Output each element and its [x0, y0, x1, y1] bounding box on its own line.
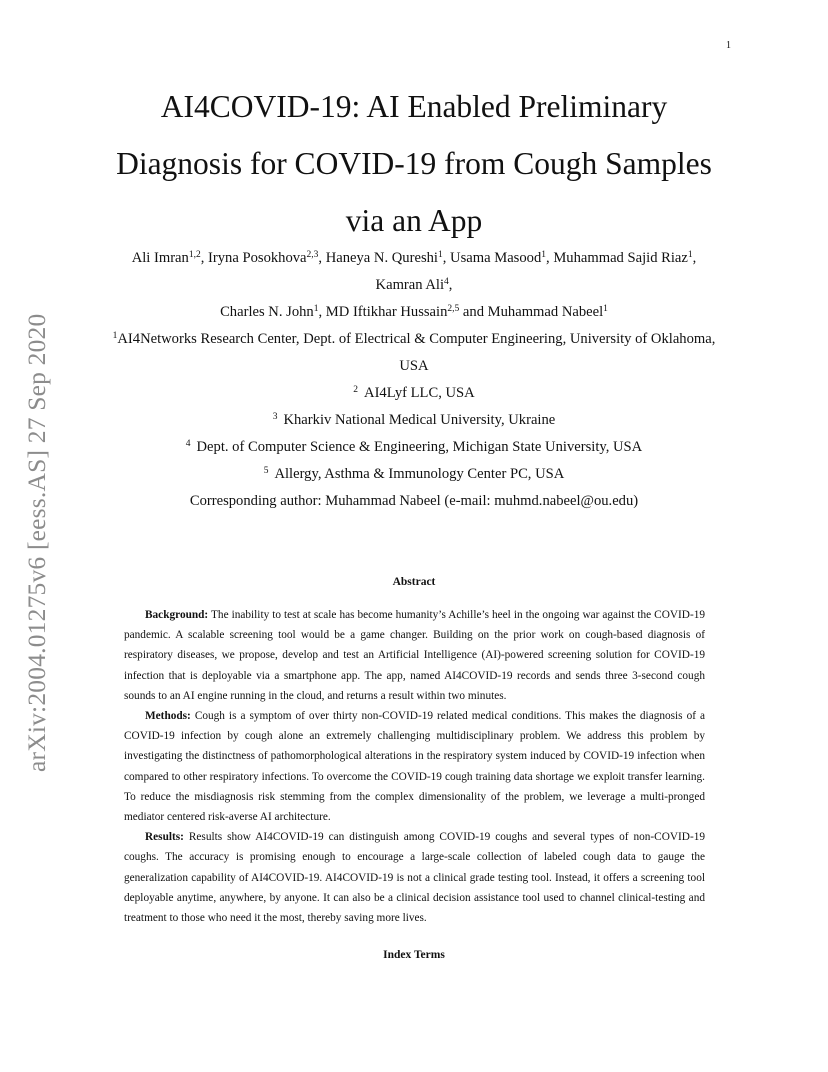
background-label: Background:	[145, 609, 209, 621]
author-line-2: Kamran Ali$^4$,	[375, 277, 453, 293]
author-name: Ali Imran	[131, 250, 189, 266]
author-line-1: Ali Imran$^{1,2}$, Iryna Posokhova$^{2,3}$, Haneya N. Qureshi$^1$, Usama Masood$^1$, Muhammad Sajid Riaz$^1$,	[131, 250, 697, 266]
affiliation-1: $^1$AI4Networks Research Center, Dept. of Electrical & Computer Engineering, University of Oklahoma,	[112, 331, 716, 347]
author-affiliation-sup: 2,3	[306, 250, 319, 260]
author-line-3: Charles N. John$^1$, MD Iftikhar Hussain$^{2,5}$ and Muhammad Nabeel$^1$	[220, 304, 608, 320]
author-name: Charles N. John	[220, 304, 314, 320]
abstract-background: Background: The inability to test at scale has become humanity’s Achille’s heel in the ongoing war against the COVID-19 pandemic. A scalable screening tool would be a game changer. Building on the prior work on cough-based diagnosis of respiratory diseases, we propose, develop and test an Artificial Intelligence (AI)-powered screening solution for COVID-19 infection that is deployable via a smartphone app. The app, named AI4COVID-19 records and sends three 3-second cough sounds to an AI engine running in the cloud, and returns a result within two minutes.	[124, 609, 706, 702]
abstract-methods: Methods: Cough is a symptom of over thirty non-COVID-19 related medical conditions. This makes the diagnosis of a COVID-19 infection by cough alone an extremely challenging multidisciplinary problem. We address this problem by investigating the distinctness of pathomorphological alterations in the respiratory system induced by COVID-19 infection when compared to other respiratory infections. To overcome the COVID-19 cough training data shortage we exploit transfer learning. To reduce the misdiagnosis risk stemming from the complex dimensionality of the problem, we leverage a multi-pronged mediator centered risk-averse AI architecture.	[124, 710, 705, 824]
paper-title	[80, 78, 748, 249]
methods-label: Methods:	[145, 710, 191, 723]
affiliation-2: $^2$ AI4Lyf LLC, USA	[353, 385, 475, 401]
author-affiliation-sup: 1	[687, 250, 693, 260]
author-affiliation-sup: 1	[603, 304, 608, 314]
page-number: 1	[726, 40, 731, 51]
author-name: Usama Masood	[450, 250, 542, 266]
affiliation-marker: 5	[263, 466, 269, 476]
abstract-results: Results: Results show AI4COVID-19 can distinguish among COVID-19 coughs and several types of non-COVID-19 coughs. The accuracy is promising enough to encourage a large-scale collection of labeled cough data to gauge the generalization capability of AI4COVID-19. AI4COVID-19 is not a clinical grade testing tool. Instead, it offers a screening tool deployable anytime, anywhere, by anyone. It can also be a clinical decision assistance tool used to channel clinical-testing and treatment to those who need it the most, thereby saving more lives.	[124, 831, 705, 925]
affiliation-marker: 2	[353, 385, 359, 395]
affiliation-3: $^3$ Kharkiv National Medical University, Ukraine	[272, 412, 556, 428]
author-name: MD Iftikhar Hussain	[325, 304, 448, 320]
author-affiliation-sup: 2,5	[447, 304, 460, 314]
title-line-3: via an App	[345, 203, 483, 238]
author-affiliation-sup: 1	[541, 250, 546, 260]
author-affiliation-sup: 1	[313, 304, 319, 314]
arxiv-identifier-stamp[interactable]: arXiv:2004.01275v6 [eess.AS] 27 Sep 2020	[22, 313, 51, 772]
affiliation-4: $^4$ Dept. of Computer Science & Engineering, Michigan State University, USA	[185, 439, 643, 455]
results-label: Results:	[145, 831, 184, 844]
author-name: Haneya N. Qureshi	[325, 250, 438, 266]
affiliation-marker: 1	[112, 331, 118, 341]
author-block	[80, 245, 748, 515]
abstract-body	[124, 605, 705, 928]
author-name: Kamran Ali	[375, 277, 445, 293]
title-line-1: AI4COVID-19: AI Enabled Preliminary	[160, 89, 668, 124]
index-terms-heading: Index Terms	[383, 949, 445, 961]
affiliation-marker: 3	[272, 412, 278, 422]
author-name: Iryna Posokhova	[208, 250, 307, 266]
affiliation-1-continued: USA	[399, 358, 429, 374]
author-affiliation-sup: 1,2	[188, 250, 201, 260]
author-name: Muhammad Sajid Riaz	[553, 250, 688, 266]
abstract-heading: Abstract	[392, 576, 436, 588]
affiliation-5: $^5$ Allergy, Asthma & Immunology Center PC, USA	[263, 466, 565, 482]
author-affiliation-sup: 1	[437, 250, 443, 260]
affiliation-marker: 4	[185, 439, 191, 449]
corresponding-author: Corresponding author: Muhammad Nabeel (e-mail: muhmd.nabeel@ou.edu)	[189, 493, 639, 509]
author-affiliation-sup: 4	[444, 277, 449, 287]
title-line-2: Diagnosis for COVID-19 from Cough Samples	[116, 146, 712, 181]
author-name: Muhammad Nabeel	[487, 304, 604, 320]
